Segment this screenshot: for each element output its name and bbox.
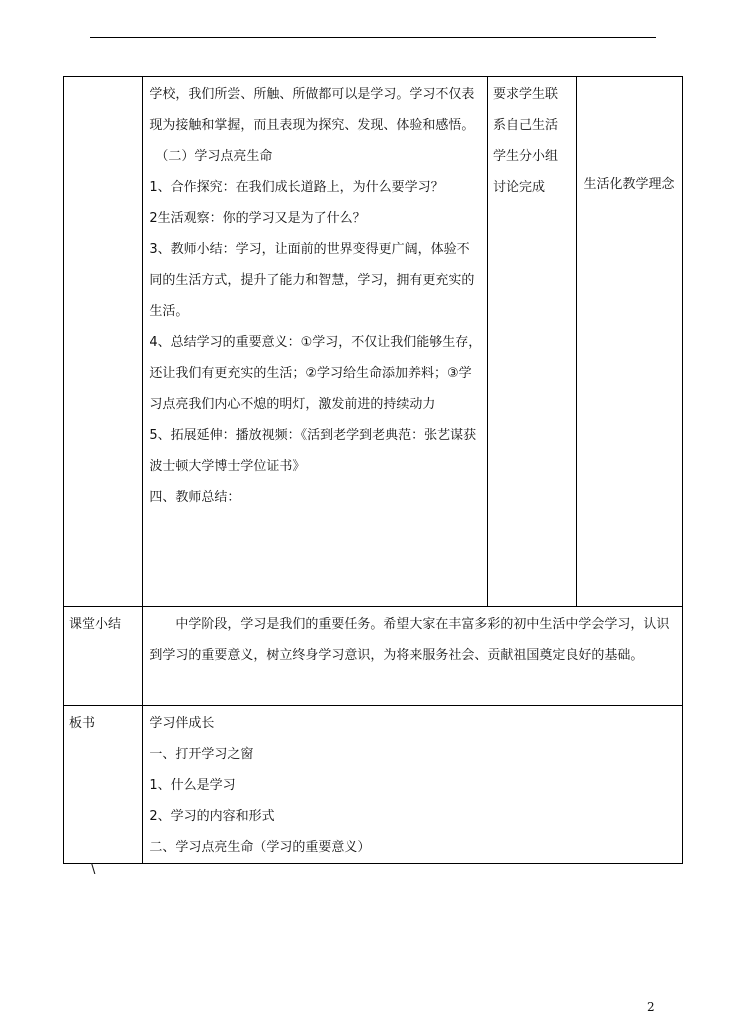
- summary-label: 课堂小结: [69, 617, 122, 632]
- concept-text: 生活化教学理念: [583, 177, 675, 192]
- summary-text: 中学阶段，学习是我们的重要任务。希望大家在丰富多彩的初中生活中学会学习，认识到学习的重要意义，树立终身学习意识，为将来服务社会、贡献祖国奠定良好的基础。: [149, 617, 670, 663]
- board-line: 二、学习点亮生命（学习的重要意义）: [149, 840, 371, 855]
- main-paragraph: 1、合作探究：在我们成长道路上，为什么要学习？: [149, 180, 444, 195]
- board-label: 板书: [69, 716, 96, 731]
- main-paragraph: 2生活观察：你的学习又是为了什么？: [149, 211, 366, 226]
- board-line: 一、打开学习之窗: [149, 747, 254, 762]
- student-line: 要求学生联: [493, 87, 559, 102]
- main-paragraph: 3、教师小结：学习，让面前的世界变得更广阔，体验不同的生活方式，提升了能力和智慧，学习，拥有更充实的生活。: [149, 242, 475, 319]
- student-line: 学生分小组: [493, 149, 559, 164]
- lesson-plan-table: [63, 76, 683, 864]
- main-paragraph: 4、总结学习的重要意义：①学习，不仅让我们能够生存，还让我们有更充实的生活；②学习给生命添加养料；③学习点亮我们内心不熄的明灯，激发前进的持续动力: [149, 335, 482, 412]
- design-concept-cell: [577, 77, 683, 607]
- student-activity-cell: [488, 77, 577, 607]
- page-number: 2: [647, 1000, 655, 1014]
- teacher-activity-cell: [143, 77, 488, 607]
- board-label-cell: [64, 706, 143, 864]
- student-line: 系自己生活: [493, 118, 559, 133]
- main-paragraph: 学校，我们所尝、所触、所做都可以是学习。学习不仅表现为接触和掌握，而且表现为探究、发现、体验和感悟。: [149, 87, 475, 133]
- process-label-cell: [64, 77, 143, 607]
- board-line: 2、学习的内容和形式: [149, 809, 275, 824]
- main-paragraph: （二）学习点亮生命: [155, 149, 273, 164]
- board-content-cell: [143, 706, 683, 864]
- summary-row: [64, 607, 683, 706]
- stray-mark: \: [91, 862, 96, 877]
- summary-label-cell: [64, 607, 143, 706]
- student-line: 讨论完成: [493, 180, 546, 195]
- main-paragraph: 5、拓展延伸：播放视频：《活到老学到老典范：张艺谋获波士顿大学博士学位证书》: [149, 428, 477, 474]
- teaching-process-row: [64, 77, 683, 607]
- board-line: 1、什么是学习: [149, 778, 236, 793]
- board-line: 学习伴成长: [149, 716, 215, 731]
- board-row: [64, 706, 683, 864]
- summary-content-cell: [143, 607, 683, 706]
- main-paragraph: 四、教师总结：: [149, 490, 241, 505]
- header-rule: [90, 37, 656, 38]
